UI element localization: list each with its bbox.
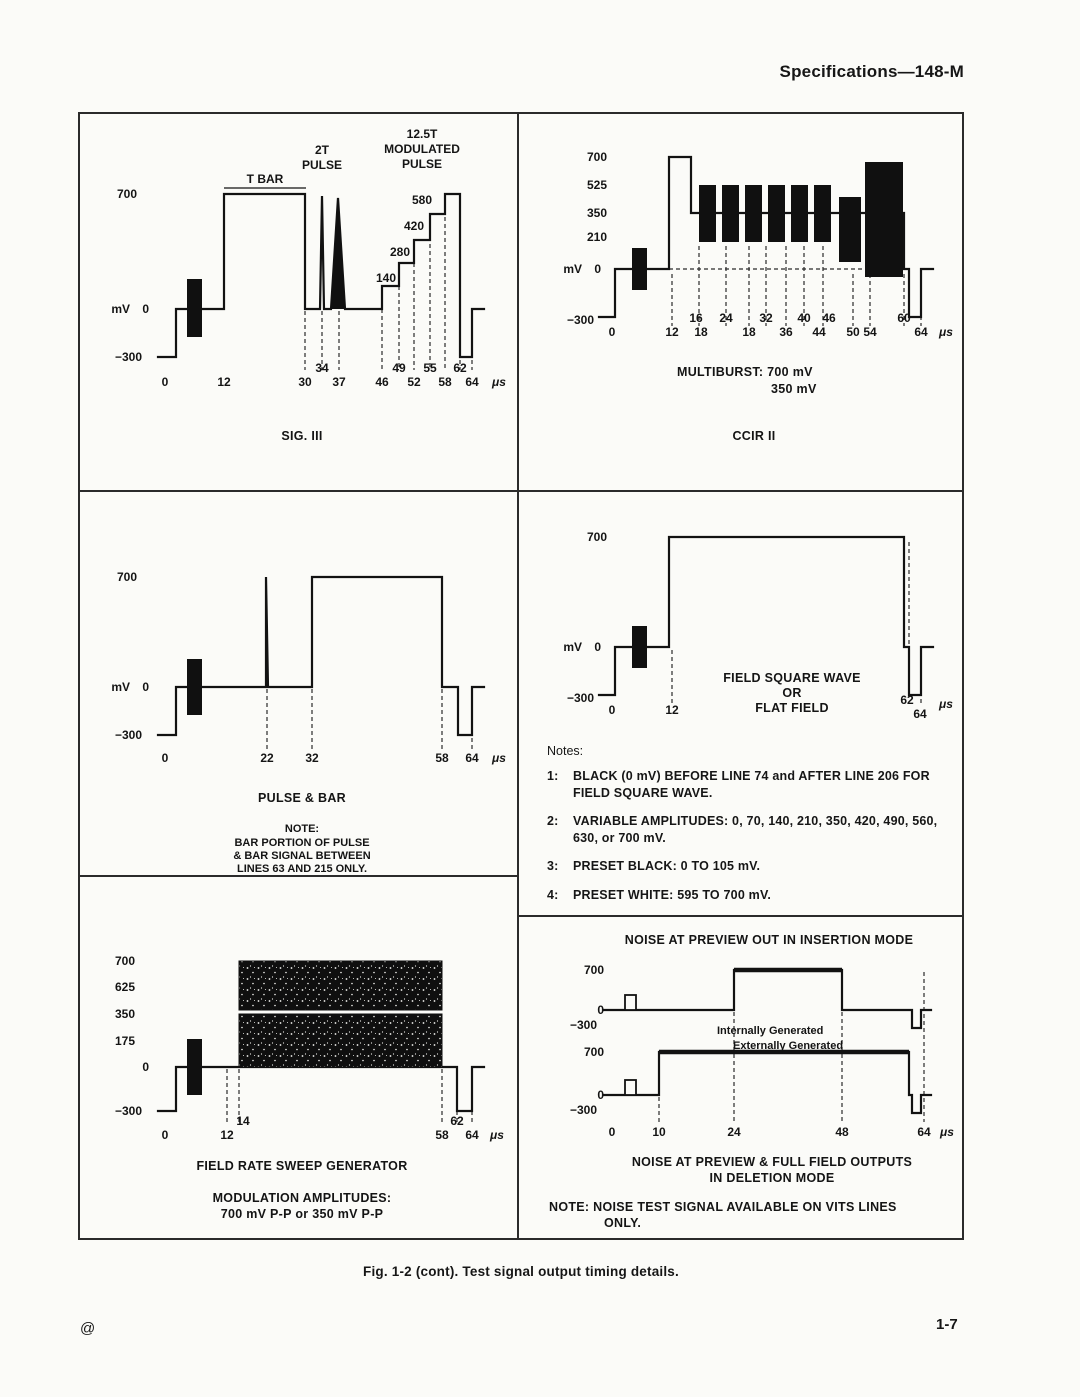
fieldsq-caption-2: OR xyxy=(782,686,802,700)
page-number: 1-7 xyxy=(936,1316,958,1333)
2t-pulse-label: PULSE xyxy=(301,158,343,172)
step-label-420: 420 xyxy=(403,219,424,233)
x-tick-label: 52 xyxy=(407,375,421,389)
x-tick-label: 62 xyxy=(900,693,914,707)
colorburst-block xyxy=(632,626,647,668)
y-axis-label: 175 xyxy=(114,1034,135,1048)
pulsebar-waveform xyxy=(158,577,484,735)
mod-label-3: PULSE xyxy=(401,157,443,171)
x-axis-unit: μs xyxy=(940,1125,954,1139)
noise-caption-2: IN DELETION MODE xyxy=(709,1171,835,1185)
note-text: PRESET BLACK: 0 TO 105 mV. xyxy=(573,859,761,873)
y-axis-label: 350 xyxy=(586,206,607,220)
x-tick-label: 58 xyxy=(435,751,449,765)
upper-pulse xyxy=(625,995,636,1010)
x-axis-unit: μs xyxy=(939,325,953,339)
x-tick-label: 12 xyxy=(665,703,679,717)
internally-generated-label: Internally Generated xyxy=(717,1025,824,1037)
x-tick-label: 55 xyxy=(423,361,437,375)
x-tick-label: 60 xyxy=(897,311,911,325)
y-axis-unit: mV xyxy=(111,680,130,694)
sweep-waveform xyxy=(158,1067,484,1111)
panel-caption: FIELD RATE SWEEP GENERATOR xyxy=(196,1159,408,1173)
dashed-gridlines xyxy=(267,689,472,750)
y-axis-unit: mV xyxy=(563,262,582,276)
note-item xyxy=(547,887,947,904)
x-tick-label: 0 xyxy=(608,325,616,339)
sweep-diagram xyxy=(80,877,517,1238)
note-line-3: LINES 63 AND 215 ONLY. xyxy=(236,863,368,875)
note-number: 3: xyxy=(547,859,559,873)
x-tick-label: 16 xyxy=(689,311,703,325)
panel-sig3 xyxy=(80,114,517,490)
note-line-2: & BAR SIGNAL BETWEEN xyxy=(233,850,371,862)
noise-lower-waveform xyxy=(604,1052,931,1113)
x-tick-label: 46 xyxy=(375,375,389,389)
x-tick-label: 62 xyxy=(453,361,467,375)
y-axis-label: 350 xyxy=(114,1007,135,1021)
colorburst-block xyxy=(187,279,202,337)
x-tick-label: 32 xyxy=(759,311,773,325)
fieldsq-diagram xyxy=(519,492,962,742)
y-axis-label: 525 xyxy=(586,178,607,192)
x-tick-label: 46 xyxy=(822,311,836,325)
y-axis-label: 700 xyxy=(116,187,137,201)
x-tick-label: 40 xyxy=(797,311,811,325)
tbar-label: T BAR xyxy=(246,172,284,186)
y-axis-label: 700 xyxy=(116,570,137,584)
note-text: VARIABLE AMPLITUDES: 0, 70, 140, 210, 350, 420, 490, 560, 630, or 700 mV. xyxy=(573,814,938,845)
y-axis-label: 0 xyxy=(594,640,601,654)
dashed-gridlines xyxy=(227,1069,472,1123)
copyright-mark: @ xyxy=(80,1320,96,1337)
sig3-waveform xyxy=(158,194,484,357)
modulated-pulse-shape xyxy=(331,198,345,309)
mod-label-1: 12.5T xyxy=(406,127,438,141)
x-tick-label: 44 xyxy=(812,325,826,339)
panel-sweep xyxy=(80,877,517,1238)
sweep-envelope-upper xyxy=(239,961,442,1010)
fieldsq-notes xyxy=(547,744,947,915)
x-axis-unit: μs xyxy=(939,697,953,711)
ccir-diagram xyxy=(519,114,962,490)
x-tick-label: 64 xyxy=(917,1125,931,1139)
x-axis-unit: μs xyxy=(492,375,506,389)
y-axis-label: −300 xyxy=(566,313,594,327)
page-title: Specifications—148-M xyxy=(779,62,964,81)
x-tick-label: 18 xyxy=(742,325,756,339)
y-axis-label: 700 xyxy=(583,963,604,977)
y-axis-label: 0 xyxy=(142,1060,149,1074)
y-axis-label: 700 xyxy=(586,530,607,544)
y-axis-label: 700 xyxy=(114,954,135,968)
y-axis-label: −300 xyxy=(114,350,142,364)
note-line-1: BAR PORTION OF PULSE xyxy=(234,837,370,849)
x-tick-label: 64 xyxy=(465,375,479,389)
noise-diagram xyxy=(519,917,962,1238)
y-axis-label: −300 xyxy=(114,1104,142,1118)
x-tick-label: 49 xyxy=(392,361,406,375)
note-number: 4: xyxy=(547,887,559,902)
x-tick-label: 37 xyxy=(332,375,346,389)
notes-title: Notes: xyxy=(547,744,584,758)
x-tick-label: 12 xyxy=(665,325,679,339)
y-axis-label: 0 xyxy=(142,680,149,694)
x-tick-label: 54 xyxy=(863,325,877,339)
y-axis-label: −300 xyxy=(569,1103,597,1117)
panel-pulsebar xyxy=(80,492,517,875)
mod-label-2: MODULATED xyxy=(384,142,460,156)
x-tick-label: 22 xyxy=(260,751,274,765)
sig3-diagram xyxy=(80,114,517,490)
x-tick-label: 64 xyxy=(465,751,479,765)
x-tick-label: 64 xyxy=(913,707,927,721)
sweep-envelope-lower xyxy=(239,1014,442,1067)
y-axis-label: −300 xyxy=(566,691,594,705)
sweep-caption-3: 700 mV P-P or 350 mV P-P xyxy=(220,1207,384,1221)
y-axis-label: −300 xyxy=(569,1018,597,1032)
x-tick-label: 14 xyxy=(236,1114,250,1128)
sweep-caption-2: MODULATION AMPLITUDES: xyxy=(212,1191,392,1205)
fieldsq-caption-3: FLAT FIELD xyxy=(755,701,829,715)
noise-title: NOISE AT PREVIEW OUT IN INSERTION MODE xyxy=(624,933,914,947)
x-tick-label: 0 xyxy=(608,703,616,717)
note-item xyxy=(547,858,947,875)
panel-ccir xyxy=(519,114,962,490)
fieldsq-caption-1: FIELD SQUARE WAVE xyxy=(723,671,861,685)
figure-caption: Fig. 1-2 (cont). Test signal output timing details. xyxy=(363,1264,679,1279)
x-tick-label: 58 xyxy=(435,1128,449,1142)
colorburst-block xyxy=(187,659,202,715)
pulsebar-diagram xyxy=(80,492,517,875)
colorburst-block xyxy=(632,248,647,290)
note-text: PRESET WHITE: 595 TO 700 mV. xyxy=(573,887,772,902)
note-title: NOTE: xyxy=(284,823,320,835)
y-axis-label: 210 xyxy=(586,230,607,244)
x-tick-label: 36 xyxy=(779,325,793,339)
x-axis-unit: μs xyxy=(490,1128,504,1142)
step-label-580: 580 xyxy=(411,193,432,207)
figure-box xyxy=(78,112,964,1240)
x-tick-label: 64 xyxy=(914,325,928,339)
x-tick-label: 58 xyxy=(438,375,452,389)
y-axis-unit: mV xyxy=(111,302,130,316)
noise-upper-waveform xyxy=(604,970,931,1028)
x-tick-label: 30 xyxy=(298,375,312,389)
noise-caption-1: NOISE AT PREVIEW & FULL FIELD OUTPUTS xyxy=(631,1155,913,1169)
x-tick-label: 0 xyxy=(161,751,169,765)
noise-note-line-2: ONLY. xyxy=(604,1216,642,1230)
x-tick-label: 32 xyxy=(305,751,319,765)
y-axis-label: 700 xyxy=(583,1045,604,1059)
multiburst-caption-1: MULTIBURST: 700 mV xyxy=(677,365,813,379)
multiburst-caption-2: 350 mV xyxy=(771,382,817,396)
panel-caption: PULSE & BAR xyxy=(257,791,347,805)
x-tick-label: 24 xyxy=(727,1125,741,1139)
note-number: 1: xyxy=(547,769,559,783)
colorburst-block xyxy=(187,1039,202,1095)
x-tick-label: 18 xyxy=(694,325,708,339)
x-tick-label: 0 xyxy=(161,375,169,389)
x-tick-label: 34 xyxy=(315,361,329,375)
y-axis-label: 0 xyxy=(597,1003,604,1017)
x-tick-label: 24 xyxy=(719,311,733,325)
step-label-140: 140 xyxy=(375,271,396,285)
y-axis-label: 0 xyxy=(597,1088,604,1102)
multiburst-packets xyxy=(699,162,903,277)
step-label-280: 280 xyxy=(389,245,410,259)
x-tick-label: 10 xyxy=(652,1125,666,1139)
note-item xyxy=(547,768,947,801)
x-tick-label: 50 xyxy=(846,325,860,339)
y-axis-label: 0 xyxy=(594,262,601,276)
y-axis-label: −300 xyxy=(114,728,142,742)
x-tick-label: 0 xyxy=(608,1125,616,1139)
x-tick-label: 64 xyxy=(465,1128,479,1142)
y-axis-label: 0 xyxy=(142,302,149,316)
lower-pulse xyxy=(625,1080,636,1095)
2t-label: 2T xyxy=(314,143,330,157)
x-tick-label: 12 xyxy=(220,1128,234,1142)
y-axis-label: 700 xyxy=(586,150,607,164)
x-tick-label: 48 xyxy=(835,1125,849,1139)
note-number: 2: xyxy=(547,814,559,828)
note-item xyxy=(547,813,947,846)
x-tick-label: 62 xyxy=(450,1114,464,1128)
externally-generated-label: Externally Generated xyxy=(733,1040,844,1052)
x-axis-unit: μs xyxy=(492,751,506,765)
note-text: BLACK (0 mV) BEFORE LINE 74 and AFTER LINE 206 FOR FIELD SQUARE WAVE. xyxy=(573,769,930,800)
x-tick-label: 12 xyxy=(217,375,231,389)
y-axis-label: 625 xyxy=(114,980,135,994)
panel-noise xyxy=(519,917,962,1238)
y-axis-unit: mV xyxy=(563,640,582,654)
panel-fieldsq xyxy=(519,492,962,915)
noise-note-line-1: NOTE: NOISE TEST SIGNAL AVAILABLE ON VITS LINES xyxy=(549,1200,897,1214)
panel-caption: SIG. III xyxy=(281,429,323,443)
panel-caption: CCIR II xyxy=(732,429,776,443)
x-tick-label: 0 xyxy=(161,1128,169,1142)
